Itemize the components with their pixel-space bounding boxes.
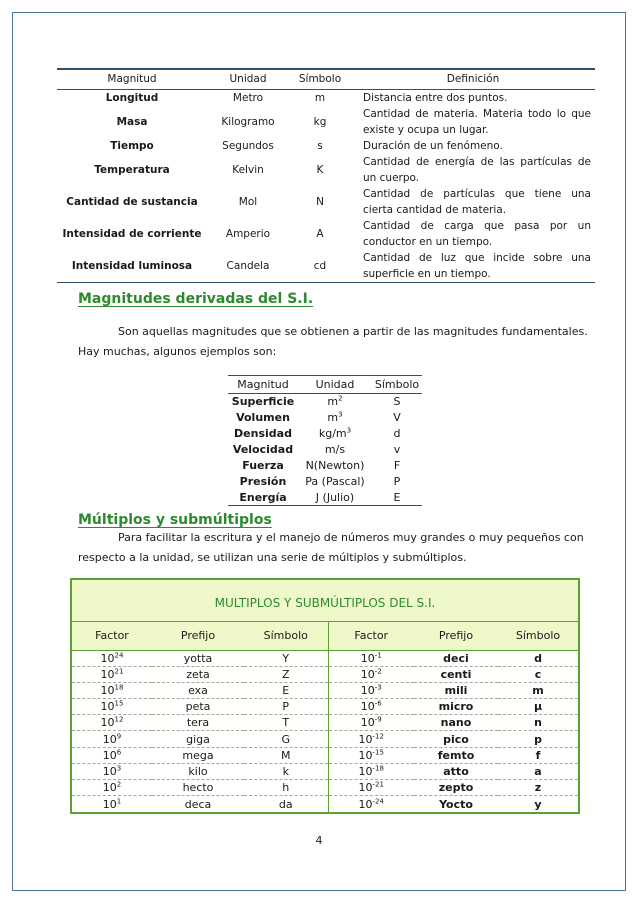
prefijo-cell: deca [184, 797, 212, 811]
unidad-cell [298, 426, 372, 442]
simbolo-cell: μ [498, 699, 578, 715]
multiples-paragraph-line: Para facilitar la escritura y el manejo de números muy grandes o muy pequeños con [118, 531, 584, 544]
unidad-cell [298, 490, 372, 506]
factor-base: 10 [102, 797, 117, 811]
factor-cell [72, 747, 152, 763]
simbolo-cell: M [244, 747, 328, 763]
multiples-table [72, 622, 578, 812]
magnitud-cell: Energía [228, 490, 298, 506]
table-row [57, 250, 595, 283]
simbolo-cell: z [498, 780, 578, 796]
derived-header-row [228, 376, 422, 394]
factor-base: 10 [102, 748, 117, 762]
prefijo-cell: pico [414, 731, 498, 747]
factor-exponent: 15 [114, 699, 124, 708]
prefijo-cell: mili [414, 682, 498, 698]
factor-base: 10 [100, 651, 115, 665]
factor-exponent: -2 [374, 667, 382, 676]
table-row [228, 410, 422, 426]
fundamental-magnitudes-table [57, 68, 595, 283]
definicion-cell: Cantidad de carga que pasa por un conductor en un tiempo. [363, 219, 591, 248]
unidad-cell: Amperio [225, 227, 271, 240]
simbolo-cell: da [278, 797, 293, 811]
factor-cell [328, 731, 414, 747]
table-row [57, 218, 595, 250]
unidad-cell: Metro [232, 91, 264, 104]
prefijo-cell: kilo [152, 763, 244, 779]
factor-cell [328, 763, 414, 779]
factor-cell [72, 763, 152, 779]
fundamental-header-row [57, 69, 595, 89]
simbolo-cell: v [393, 443, 401, 456]
simbolo-cell: cd [289, 250, 351, 283]
unidad-base: m [327, 411, 339, 424]
factor-base: 10 [100, 700, 115, 714]
header-definicion: Definición [351, 69, 595, 89]
prefijo-cell: Yocto [439, 797, 473, 811]
simbolo-cell: V [393, 411, 401, 424]
multiples-paragraph-line: respecto a la unidad, se utilizan una serie de múltiplos y submúltiplos. [78, 551, 467, 564]
prefijo-cell: femto [414, 747, 498, 763]
prefijo-cell: micro [414, 699, 498, 715]
definicion-cell: Distancia entre dos puntos. [363, 91, 508, 104]
table-row [72, 699, 578, 715]
table-row [228, 442, 422, 458]
magnitud-cell: Volumen [236, 411, 290, 424]
simbolo-cell: s [317, 139, 323, 152]
unidad-base: kg/m [318, 427, 347, 440]
definicion-cell: Cantidad de partículas que tiene una cierta cantidad de materia. [363, 187, 591, 216]
factor-cell [72, 666, 152, 682]
prefijo-cell: centi [414, 666, 498, 682]
factor-cell [72, 699, 152, 715]
unidad-cell: Segundos [222, 139, 274, 152]
factor-cell [328, 715, 414, 731]
unidad-exponent: 3 [346, 426, 352, 435]
unidad-cell: Mol [238, 195, 258, 208]
derived-paragraph-line: Hay muchas, algunos ejemplos son: [78, 345, 277, 358]
table-row [72, 682, 578, 698]
header-simbolo: Símbolo [289, 69, 351, 89]
header-simbolo: Símbolo [372, 376, 422, 394]
simbolo-cell: E [372, 490, 422, 506]
prefijo-cell: yotta [152, 650, 244, 666]
factor-cell [72, 650, 152, 666]
simbolo-cell: N [316, 195, 324, 208]
table-row [57, 89, 595, 106]
factor-base: 10 [102, 732, 117, 746]
factor-cell [328, 780, 414, 796]
unidad-base: m/s [324, 443, 346, 456]
factor-exponent: -6 [374, 699, 382, 708]
simbolo-cell: h [244, 780, 328, 796]
prefijo-cell: hecto [152, 780, 244, 796]
factor-exponent: 2 [116, 780, 122, 789]
unidad-cell [298, 458, 372, 474]
table-row [57, 138, 595, 154]
factor-cell [72, 780, 152, 796]
simbolo-cell: a [498, 763, 578, 779]
simbolo-cell: f [498, 747, 578, 763]
factor-exponent: -15 [372, 748, 384, 757]
magnitud-cell: Densidad [234, 427, 292, 440]
definicion-cell: Duración de un fenómeno. [363, 139, 503, 152]
factor-base: 10 [100, 683, 115, 697]
factor-exponent: -9 [374, 715, 382, 724]
definicion-cell: Cantidad de energía de las partículas de un cuerpo. [363, 155, 591, 184]
simbolo-cell: Y [244, 650, 328, 666]
magnitud-cell: Tiempo [110, 139, 154, 152]
simbolo-cell: n [498, 715, 578, 731]
unidad-cell: Kilogramo [221, 115, 275, 128]
factor-base: 10 [100, 716, 115, 730]
factor-cell [72, 682, 152, 698]
table-row [72, 650, 578, 666]
factor-base: 10 [360, 683, 375, 697]
unidad-base: J (Julio) [315, 490, 355, 504]
unidad-cell [298, 442, 372, 458]
simbolo-cell: F [393, 459, 401, 472]
definicion-cell: Cantidad de materia. Materia todo lo que existe y ocupa un lugar. [363, 107, 591, 136]
factor-cell [72, 796, 152, 812]
simbolo-cell: m [498, 682, 578, 698]
factor-exponent: 9 [116, 731, 122, 740]
factor-exponent: -1 [374, 650, 382, 659]
factor-cell [72, 731, 152, 747]
simbolo-cell: P [244, 699, 328, 715]
factor-cell [72, 715, 152, 731]
factor-base: 10 [360, 716, 375, 730]
prefijo-cell: mega [152, 747, 244, 763]
prefijo-cell: zeta [152, 666, 244, 682]
factor-base: 10 [100, 667, 115, 681]
magnitud-cell: Cantidad de sustancia [66, 195, 198, 208]
unidad-base: m [327, 395, 339, 409]
table-row [72, 666, 578, 682]
header-prefijo: Prefijo [414, 622, 498, 650]
factor-cell [328, 666, 414, 682]
multiples-header-row [72, 622, 578, 650]
factor-exponent: -12 [372, 731, 384, 740]
factor-base: 10 [360, 700, 375, 714]
magnitud-cell: Intensidad de corriente [62, 227, 202, 240]
factor-base: 10 [358, 797, 373, 811]
unidad-cell: Candela [207, 250, 289, 283]
simbolo-cell: K [316, 163, 324, 176]
header-prefijo: Prefijo [152, 622, 244, 650]
factor-cell [328, 682, 414, 698]
factor-exponent: 3 [116, 764, 122, 773]
factor-base: 10 [358, 748, 373, 762]
factor-exponent: 24 [114, 650, 124, 659]
table-row [57, 186, 595, 218]
unidad-exponent: 2 [338, 394, 343, 403]
page-number: 4 [315, 834, 323, 847]
simbolo-cell: P [393, 475, 401, 488]
factor-exponent: -18 [372, 764, 384, 773]
magnitud-cell: Intensidad luminosa [57, 250, 207, 283]
magnitud-cell: Superficie [231, 395, 295, 409]
factor-cell [328, 796, 414, 812]
derived-paragraph-line: Son aquellas magnitudes que se obtienen a partir de las magnitudes fundamentales. [118, 325, 588, 338]
simbolo-cell: k [244, 763, 328, 779]
derived-paragraph [78, 322, 598, 362]
table-row [72, 747, 578, 763]
unidad-cell [298, 394, 372, 410]
table-row [72, 731, 578, 747]
factor-exponent: 12 [114, 715, 124, 724]
header-unidad: Unidad [298, 376, 372, 394]
factor-base: 10 [358, 732, 373, 746]
unidad-cell [298, 474, 372, 490]
magnitud-cell: Velocidad [232, 443, 294, 456]
table-row [228, 426, 422, 442]
simbolo-cell: Z [244, 666, 328, 682]
table-row [228, 474, 422, 490]
table-row [57, 154, 595, 186]
prefijo-cell: nano [414, 715, 498, 731]
unidad-base: N(Newton) [305, 459, 365, 472]
header-unidad: Unidad [207, 69, 289, 89]
magnitud-cell: Presión [239, 475, 287, 488]
factor-base: 10 [358, 764, 373, 778]
factor-exponent: -3 [374, 683, 382, 692]
magnitud-cell: Longitud [105, 91, 159, 104]
prefijo-cell: zepto [414, 780, 498, 796]
simbolo-cell: kg [313, 115, 327, 128]
multiples-table-box [70, 578, 580, 814]
header-factor: Factor [328, 622, 414, 650]
definicion-cell: Cantidad de luz que incide sobre una superficie en un tiempo. [351, 250, 595, 283]
magnitud-cell: Fuerza [242, 459, 284, 472]
factor-cell [328, 747, 414, 763]
simbolo-cell: T [244, 715, 328, 731]
prefijo-cell: atto [414, 763, 498, 779]
factor-exponent: 18 [114, 683, 124, 692]
simbolo-cell: d [498, 650, 578, 666]
magnitud-cell: Temperatura [94, 163, 170, 176]
prefijo-cell: peta [152, 699, 244, 715]
factor-exponent: -21 [372, 780, 384, 789]
header-magnitud: Magnitud [57, 69, 207, 89]
factor-base: 10 [102, 781, 117, 795]
unidad-cell [298, 410, 372, 426]
unidad-cell: Kelvin [232, 163, 264, 176]
simbolo-cell: y [534, 797, 542, 811]
factor-exponent: 1 [116, 796, 122, 805]
table-row [228, 490, 422, 506]
header-factor: Factor [72, 622, 152, 650]
factor-exponent: 6 [116, 748, 122, 757]
simbolo-cell: E [244, 682, 328, 698]
simbolo-cell: d [393, 427, 401, 440]
magnitud-cell: Masa [116, 115, 148, 128]
derived-magnitudes-table [228, 375, 422, 506]
multiples-paragraph [78, 528, 598, 568]
table-row [72, 780, 578, 796]
multiples-section-title: Múltiplos y submúltiplos [78, 512, 272, 528]
factor-cell [328, 650, 414, 666]
unidad-exponent: 3 [338, 410, 343, 419]
factor-cell [328, 699, 414, 715]
header-magnitud: Magnitud [228, 376, 298, 394]
header-simbolo: Símbolo [244, 622, 328, 650]
factor-base: 10 [360, 651, 375, 665]
table-row [228, 458, 422, 474]
multiples-table-title: MULTIPLOS Y SUBMÚLTIPLOS DEL S.I. [72, 580, 578, 622]
table-row [72, 763, 578, 779]
table-row [228, 394, 422, 410]
simbolo-cell: c [498, 666, 578, 682]
derived-section-title: Magnitudes derivadas del S.I. [78, 291, 314, 307]
factor-exponent: 21 [114, 667, 124, 676]
factor-base: 10 [360, 667, 375, 681]
header-simbolo: Símbolo [498, 622, 578, 650]
simbolo-cell: m [314, 91, 326, 104]
prefijo-cell: deci [414, 650, 498, 666]
prefijo-cell: exa [152, 682, 244, 698]
table-row [72, 796, 578, 812]
factor-exponent: -24 [372, 796, 384, 805]
table-row [57, 106, 595, 138]
simbolo-cell: G [244, 731, 328, 747]
prefijo-cell: tera [152, 715, 244, 731]
factor-base: 10 [358, 781, 373, 795]
prefijo-cell: giga [152, 731, 244, 747]
unidad-base: Pa (Pascal) [305, 475, 365, 488]
table-row [72, 715, 578, 731]
simbolo-cell: p [498, 731, 578, 747]
simbolo-cell: A [316, 227, 324, 240]
factor-base: 10 [102, 764, 117, 778]
simbolo-cell: S [393, 395, 401, 409]
